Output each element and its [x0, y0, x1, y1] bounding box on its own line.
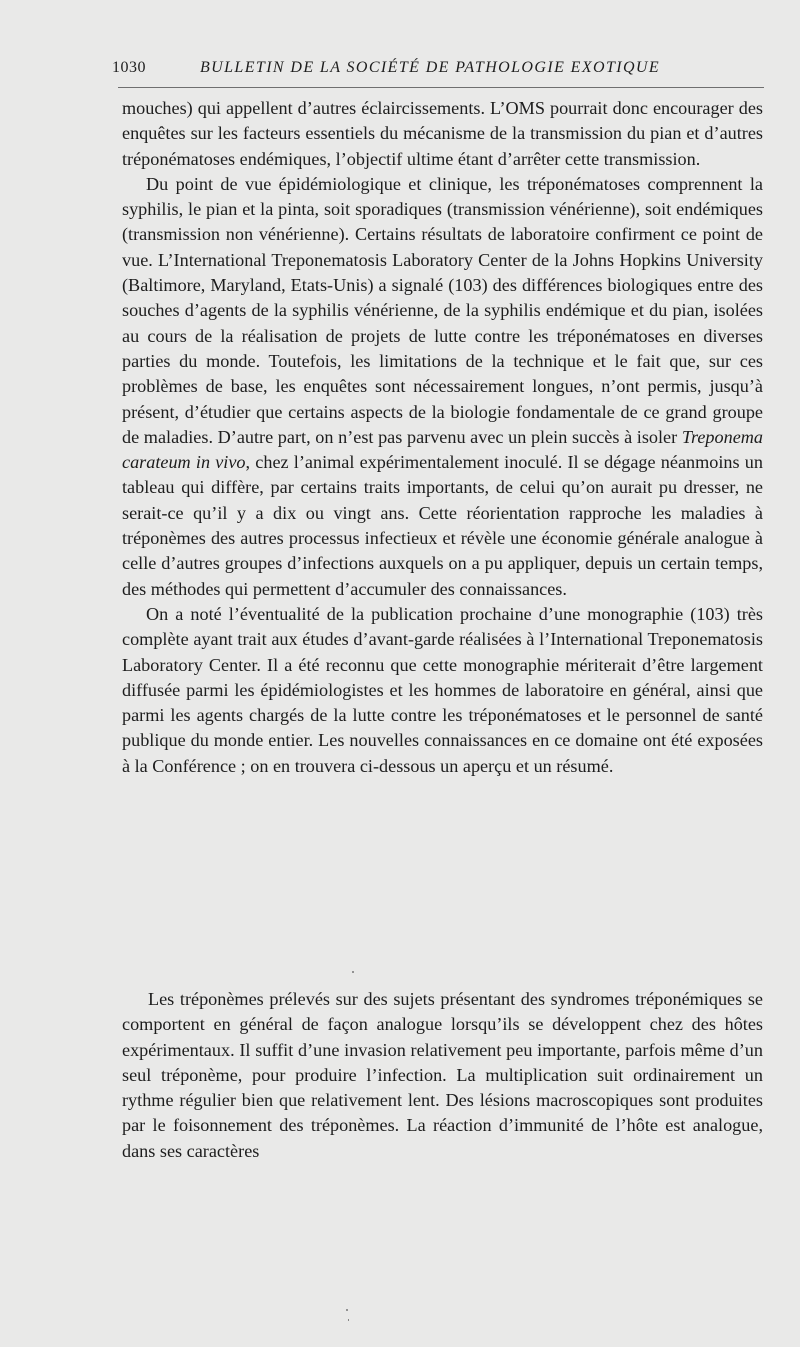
- paragraph-monograph: [122, 602, 763, 779]
- header-rule: [118, 87, 764, 88]
- print-speck: [346, 1309, 348, 1311]
- paragraph-treponematoses: [122, 172, 763, 602]
- paragraph-continuation: [122, 96, 763, 172]
- page-number: 1030: [112, 59, 146, 76]
- running-title: BULLETIN DE LA SOCIÉTÉ DE PATHOLOGIE EXOTIQUE: [200, 59, 661, 76]
- paragraph-text: Du point de vue épidémiologique et clinique, les tréponématoses comprennent la syphilis, le pian et la pinta, soit sporadiques (transmission vénérienne), soit endémiques (transmission non vénérienne). Certains résultats de laboratoire confirment ce point de vue. L’International Treponematosis Laboratory Center de la Johns Hopkins University (Baltimore, Maryland, Etats-Unis) a signalé (103) des différences biologiques entre des souches d’agents de la syphilis vénérienne, de la syphilis endémique et du pian, isolées au cours de la réalisation de projets de lutte contre les tréponématoses en diverses parties du monde. Toutefois, les limitations de la technique et le fait que, sur ces problèmes de base, les enquêtes sont nécessairement longues, n’ont permis, jusqu’à présent, d’étudier que certains aspects de la biologie fondamentale de ce grand groupe de maladies. D’autre part, on n’est pas parvenu avec un plein succès à isoler: [122, 173, 763, 447]
- paragraph-treponemes: [122, 987, 763, 1164]
- text-block-upper: [122, 96, 763, 779]
- text-block-lower: [122, 987, 763, 1164]
- species-name: Treponema carateum in vivo: [122, 426, 764, 473]
- print-speck: [348, 1319, 349, 1321]
- page-header: [112, 56, 762, 80]
- paragraph-text: mouches) qui appellent d’autres éclaircissements. L’OMS pourrait donc encourager des enquêtes sur les facteurs essentiels du mécanisme de la transmission du pian et d’autres tréponématoses endémiques, l’objectif ultime étant d’arrêter cette transmission.: [122, 98, 763, 169]
- paragraph-text: On a noté l’éventualité de la publication prochaine d’une monographie (103) très complète ayant trait aux études d’avant-garde réalisées à l’International Treponematosis Laboratory Center. Il a été reconnu que cette monographie mériterait d’être largement diffusée parmi les épidémiologistes et les hommes de laboratoire en général, ainsi que parmi les agents chargés de la lutte contre les tréponématoses et le personnel de santé publique du monde entier. Les nouvelles connaissances en ce domaine ont été exposées à la Conférence ; on en trouvera ci-dessous un aperçu et un résumé.: [122, 603, 763, 776]
- print-speck: [352, 971, 354, 973]
- paragraph-text: , chez l’animal expérimentalement inoculé. Il se dégage néanmoins un tableau qui diffère, par certains traits importants, de celui qu’on aurait pu dresser, ne serait-ce qu’il y a dix ou vingt ans. Cette réorientation rapproche les maladies à tréponèmes des autres processus infectieux et révèle une économie générale analogue à celle d’autres groupes d’infections auxquels on a pu appliquer, depuis un certain temps, des méthodes qui permettent d’accumuler des connaissances.: [122, 452, 763, 599]
- paragraph-text: Les tréponèmes prélevés sur des sujets présentant des syndromes tréponémiques se comportent en général de façon analogue lorsqu’ils se développent chez des hôtes expérimentaux. Il suffit d’une invasion relativement peu importante, parfois même d’un seul tréponème, pour produire l’infection. La multiplication suit ordinairement un rythme régulier bien que relativement lent. Des lésions macroscopiques sont produites par le foisonnement des tréponèmes. La réaction d’immunité de l’hôte est analogue, dans ses caractères: [122, 989, 763, 1161]
